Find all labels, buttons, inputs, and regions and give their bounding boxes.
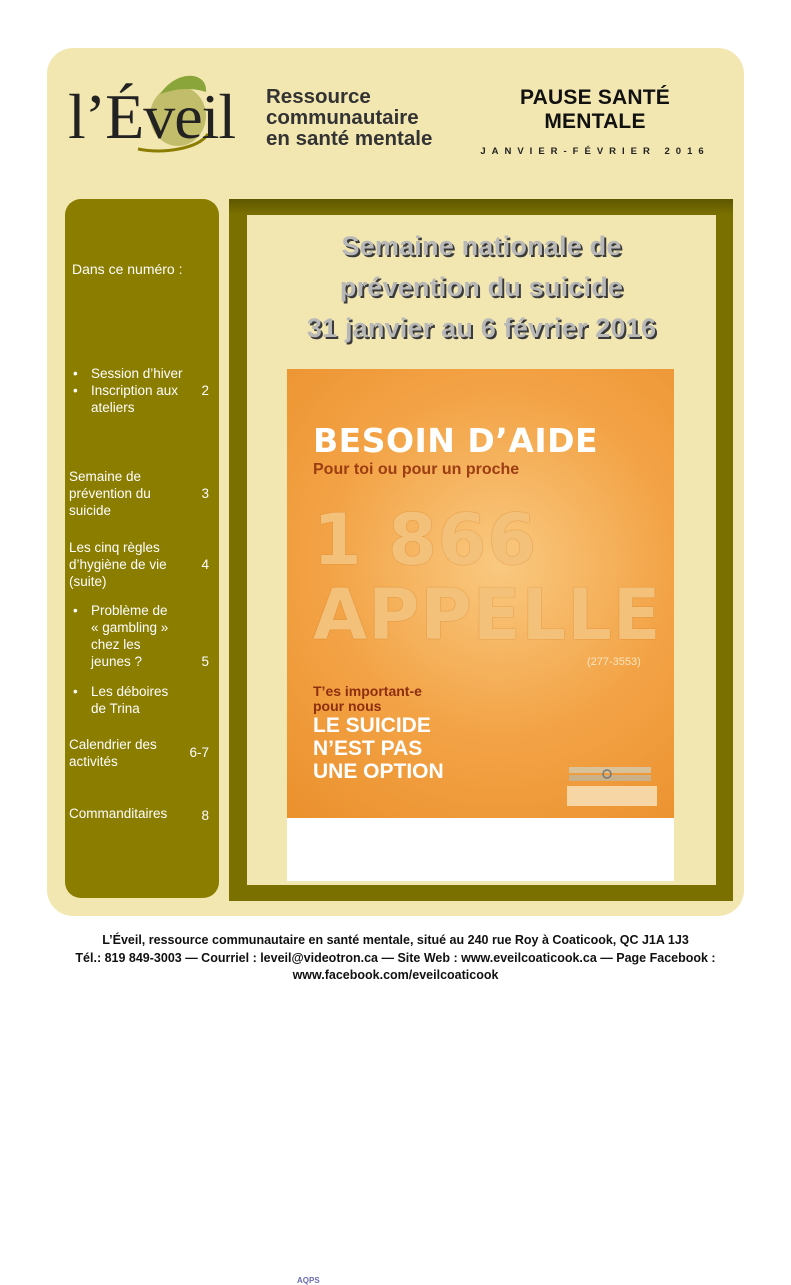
toc-text: Calendrier des activités xyxy=(69,737,157,769)
toc-entry[interactable] xyxy=(69,539,215,590)
poster-important xyxy=(313,684,422,714)
toc-page: 2 xyxy=(201,383,209,398)
toc-entry[interactable] xyxy=(69,365,215,416)
newsletter-header xyxy=(470,86,720,157)
table-of-contents xyxy=(65,199,219,898)
tagline-line: Ressource xyxy=(266,85,371,108)
toc-text: Les cinq règles d’hygiène de vie (suite) xyxy=(69,540,167,589)
poster-phone-code: (277-3553) xyxy=(587,656,641,668)
toc-bullet: • Session d’hiver xyxy=(69,365,189,382)
aqps-logo: AQPS xyxy=(297,1276,320,1285)
toc-bullets xyxy=(69,683,215,717)
toc-bullet: • Inscription aux ateliers xyxy=(69,382,189,416)
poster-tag xyxy=(567,786,657,806)
poster-phone-number: 1 866 xyxy=(313,499,538,581)
title-line: prévention du suicide xyxy=(339,272,624,302)
toc-entry[interactable] xyxy=(69,805,215,822)
poster-call-text: APPELLE xyxy=(313,574,662,656)
toc-page: 6-7 xyxy=(189,745,209,760)
toc-bullets xyxy=(69,602,215,670)
poster-subheadline: Pour toi ou pour un proche xyxy=(313,461,520,478)
title-line: Semaine nationale de xyxy=(341,231,622,261)
toc-title: Dans ce numéro : xyxy=(72,261,183,277)
footer-line: Tél.: 819 849-3003 — Courriel : leveil@videotron.ca — Site Web : www.eveilcoaticook.ca — Page Facebook : xyxy=(75,950,716,965)
important-line: T’es important-e xyxy=(313,683,422,699)
toc-entry[interactable] xyxy=(69,683,215,717)
message-line: LE SUICIDE xyxy=(313,714,431,737)
frame-bevel xyxy=(229,199,733,215)
newsletter-title: PAUSE SANTÉ MENTALE xyxy=(520,86,670,133)
poster-message xyxy=(313,714,444,783)
tagline-line: en santé mentale xyxy=(266,127,433,150)
toc-entry[interactable] xyxy=(69,736,215,770)
toc-bullet: • Les déboires de Trina xyxy=(69,683,169,717)
poster-headline: BESOIN D’AIDE xyxy=(313,421,599,460)
footer-line: L’Éveil, ressource communautaire en santé mentale, situé au 240 rue Roy à Coaticook, QC J1A 1J3 xyxy=(102,933,689,947)
message-line: UNE OPTION xyxy=(313,760,444,783)
toc-text: Commanditaires xyxy=(69,806,168,821)
toc-text: Semaine de prévention du suicide xyxy=(69,469,151,518)
toc-page: 8 xyxy=(201,808,209,823)
logo xyxy=(68,64,438,164)
message-line: N’EST PAS xyxy=(313,737,423,760)
important-line: pour nous xyxy=(313,698,382,714)
title-line: 31 janvier au 6 février 2016 xyxy=(306,313,657,343)
article-title xyxy=(247,226,716,349)
tagline-line: communautaire xyxy=(266,106,419,129)
footer-contact xyxy=(0,932,791,985)
logo-tagline xyxy=(266,86,432,149)
toc-bullet: • Problème de « gambling » chez les jeunes ? xyxy=(69,602,173,670)
issue-date: JANVIER-FÉVRIER 2016 xyxy=(480,146,710,157)
toc-page: 3 xyxy=(201,486,209,501)
clothespin-icon xyxy=(567,763,653,785)
toc-entry[interactable] xyxy=(69,602,215,670)
toc-page: 5 xyxy=(201,654,209,669)
toc-page: 4 xyxy=(201,557,209,572)
footer-line: www.facebook.com/eveilcoaticook xyxy=(292,968,499,982)
toc-entry[interactable] xyxy=(69,468,215,519)
toc-bullets xyxy=(69,365,189,416)
logo-wordmark: l’Éveil xyxy=(68,81,236,152)
